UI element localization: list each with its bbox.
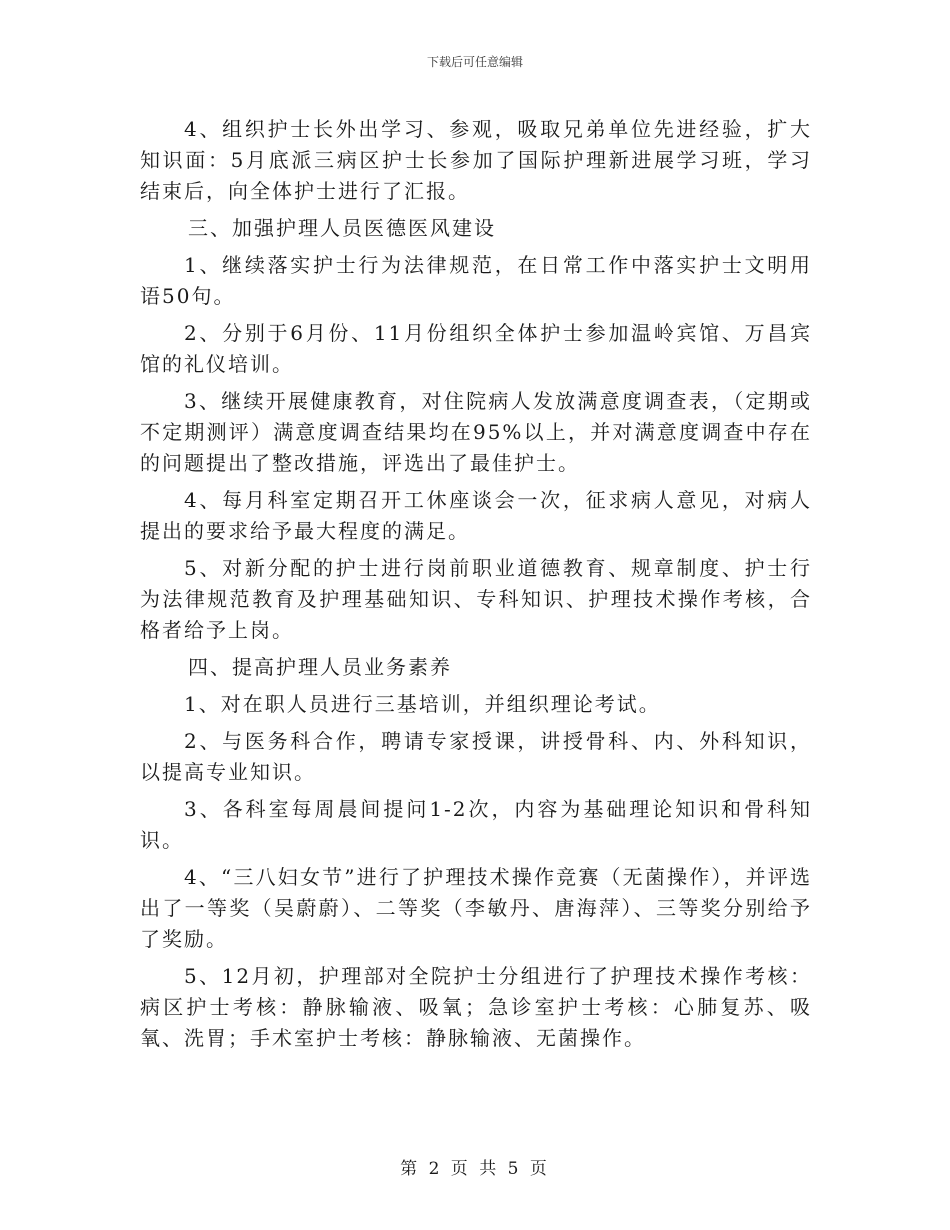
paragraph: 1、继续落实护士行为法律规范，在日常工作中落实护士文明用语50句。	[140, 253, 812, 308]
paragraph: 4、每月科室定期召开工休座谈会一次，征求病人意见，对病人提出的要求给予最大程度的满足。	[140, 488, 812, 543]
paragraph: 2、分别于6月份、11月份组织全体护士参加温岭宾馆、万昌宾馆的礼仪培训。	[140, 321, 812, 376]
paragraph: 5、12月初，护理部对全院护士分组进行了护理技术操作考核：病区护士考核：静脉输液、吸氧；急诊室护士考核：心肺复苏、吸氧、洗胃；手术室护士考核：静脉输液、无菌操作。	[140, 964, 812, 1050]
page-header: 下载后可任意编辑	[426, 55, 523, 69]
paragraph: 3、各科室每周晨间提问1-2次，内容为基础理论知识和骨科知识。	[140, 797, 812, 852]
paragraph: 4、组织护士长外出学习、参观，吸取兄弟单位先进经验，扩大知识面：5月底派三病区护士长参加了国际护理新进展学习班，学习结束后，向全体护士进行了汇报。	[140, 117, 812, 203]
page-number-footer: 第 2 页 共 5 页	[400, 1159, 550, 1179]
paragraph: 3、继续开展健康教育，对住院病人发放满意度调查表，（定期或不定期测评）满意度调查结果均在95%以上，并对满意度调查中存在的问题提出了整改措施，评选出了最佳护士。	[140, 389, 812, 475]
paragraph: 2、与医务科合作，聘请专家授课，讲授骨科、内、外科知识，以提高专业知识。	[140, 729, 812, 784]
paragraph: 1、对在职人员进行三基培训，并组织理论考试。	[184, 692, 661, 716]
paragraph: 5、对新分配的护士进行岗前职业道德教育、规章制度、护士行为法律规范教育及护理基础知识、专科知识、护理技术操作考核，合格者给予上岗。	[140, 556, 812, 642]
section-heading: 四、提高护理人员业务素养	[188, 655, 452, 679]
document-body	[140, 114, 812, 1054]
section-heading: 三、加强护理人员医德医风建设	[188, 216, 496, 240]
paragraph: 4、“三八妇女节”进行了护理技术操作竞赛（无菌操作），并评选出了一等奖（吴蔚蔚）、二等奖（李敏丹、唐海萍）、三等奖分别给予了奖励。	[140, 865, 812, 951]
